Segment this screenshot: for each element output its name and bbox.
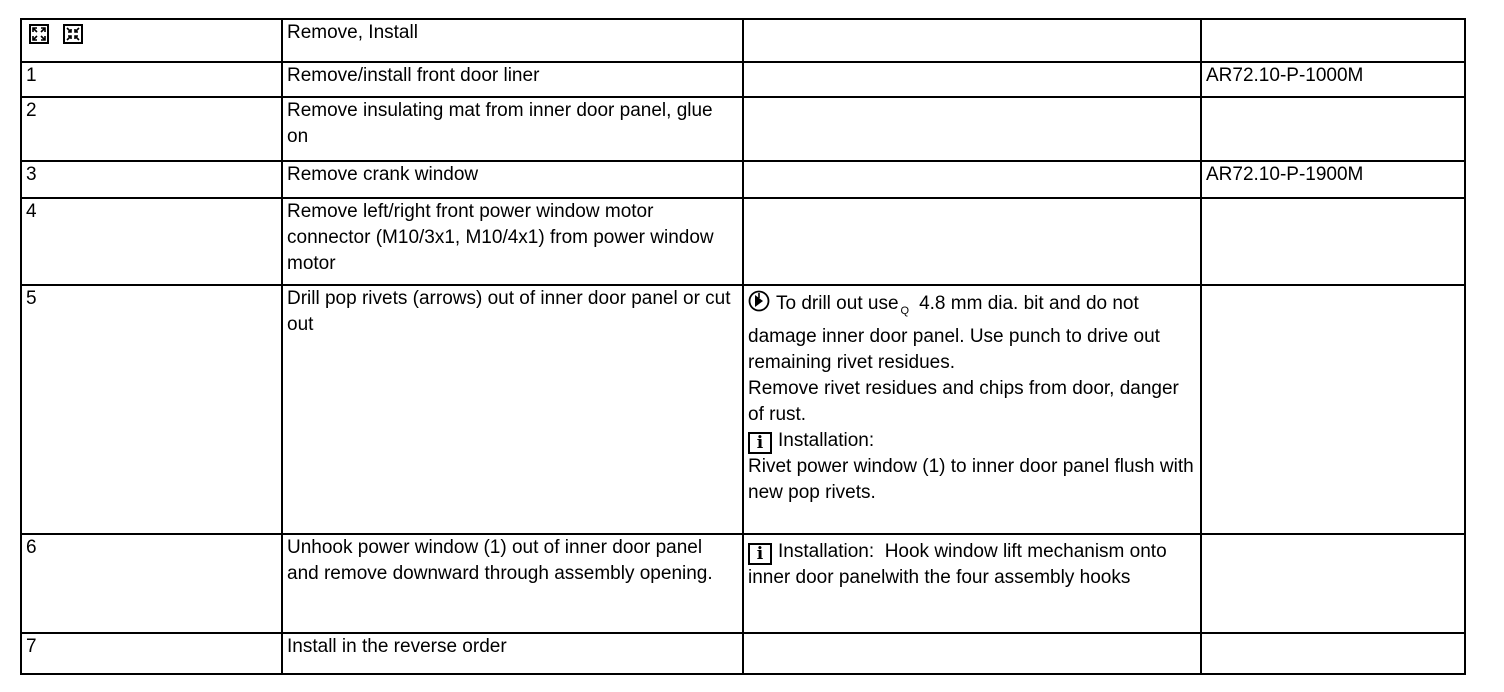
step-text: Drill pop rivets (arrows) out of inner door panel or cut out [282,285,743,534]
step-row-7 [21,633,1465,674]
diameter-symbol: Q [900,305,910,317]
step-reference [1201,198,1465,285]
step-row-5 [21,285,1465,534]
header-title: Remove, Install [282,19,743,62]
info-icon: i [748,543,772,565]
step-reference [1201,534,1465,633]
step-number: 6 [21,534,282,633]
step-reference [1201,633,1465,674]
installation-text: Rivet power window (1) to inner door panel flush with new pop rivets. [748,456,1194,503]
installation-text: Hook window lift mechanism onto inner door panelwith the four assembly hooks [748,541,1167,588]
step-text: Unhook power window (1) out of inner door panel and remove downward through assembly opening. [282,534,743,633]
step-number: 7 [21,633,282,674]
step-note [743,633,1201,674]
step-reference [1201,97,1465,161]
step-text: Remove/install front door liner [282,62,743,97]
step-number: 5 [21,285,282,534]
step-number: 4 [21,198,282,285]
step-number: 3 [21,161,282,198]
collapse-icon[interactable] [63,24,83,44]
step-row-2 [21,97,1465,161]
installation-label: Installation: [778,430,875,451]
step-note [743,97,1201,161]
header-row [21,19,1465,62]
step-reference-link[interactable]: AR72.10-P-1000M [1201,62,1465,97]
step-row-6 [21,534,1465,633]
step-text: Remove left/right front power window motor connector (M10/3x1, M10/4x1) from power window motor [282,198,743,285]
drill-icon [748,290,770,320]
step-note [743,285,1201,534]
header-icons-cell [21,19,282,62]
step-row-4 [21,198,1465,285]
step-text: Install in the reverse order [282,633,743,674]
step-reference-link[interactable]: AR72.10-P-1900M [1201,161,1465,198]
step-note [743,198,1201,285]
step-note [743,534,1201,633]
installation-label: Installation: [778,541,875,562]
step-number: 1 [21,62,282,97]
step-row-3 [21,161,1465,198]
rust-warning: Remove rivet residues and chips from door, danger of rust. [748,378,1179,425]
drill-instruction-pre: To drill out use [776,293,899,314]
step-note [743,62,1201,97]
step-number: 2 [21,97,282,161]
header-ref-cell [1201,19,1465,62]
drill-instruction-post: 4.8 mm dia. bit and do not damage inner door panel. Use punch to drive out remaining rivet residues. [748,293,1160,373]
expand-icon[interactable] [29,24,49,44]
procedure-table [20,18,1466,675]
step-text: Remove crank window [282,161,743,198]
step-note [743,161,1201,198]
header-note-cell [743,19,1201,62]
step-text: Remove insulating mat from inner door panel, glue on [282,97,743,161]
step-row-1 [21,62,1465,97]
step-reference [1201,285,1465,534]
info-icon: i [748,432,772,454]
